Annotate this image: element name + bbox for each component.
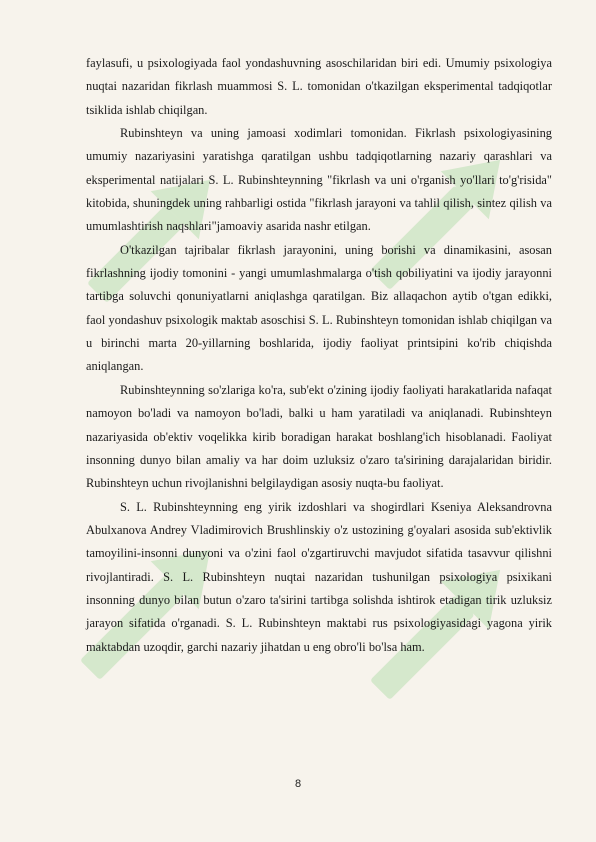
paragraph-3: O'tkazilgan tajribalar fikrlash jarayonini, uning borishi va dinamikasini, asosan fikrlashning ijodiy tomonini - yangi umumlashmalarga o'tish qobiliyatini va ijodiy jarayonni tartibga soluvchi qonuniyatlarni aniqlashga qaratilgan. Biz allaqachon aytib o'tgan edikki, faol yondashuv psixologik maktab asoschisi S. L. Rubinshteyn tomonidan ishlab chiqilgan va u birinchi marta 20-yillarning boshlarida, ijodiy faoliyat printsipini ko'rib chiqishda aniqlangan. [86, 242, 552, 374]
paragraph-5: S. L. Rubinshteynning eng yirik izdoshlari va shogirdlari Kseniya Aleksandrovna Abulxanova Andrey Vladimirovich Brushlinskiy o'z ustozining g'oyalari asosida sub'ektivlik tamoyilini-insonni dunyoni va o'zini faol o'zgartiruvchi mavjudot sifatida tasavvur qilishni rivojlantiradi. S. L. Rubinshteyn nuqtai nazaridan tushunilgan psixologiya psixikani insonning dunyo bilan butun o'zaro ta'sirini tartibga solishda ishtirok etadigan tirik uzluksiz jarayon sifatida o'rganadi. S. L. Rubinshteyn maktabi rus psixologiyasidagi yagona yirik maktabdan uzoqdir, garchi nazariy jihatdan u eng obro'li bo'lsa ham. [86, 499, 552, 654]
page-body [86, 52, 552, 659]
paragraph-4: Rubinshteynning so'zlariga ko'ra, sub'ekt o'zining ijodiy faoliyati harakatlarida nafaqat namoyon bo'ladi va namoyon bo'ladi, balki u ham yaratiladi va aniqlanadi. Rubinshteyn nazariyasida ob'ektiv voqelikka kirib boradigan harakat boshlang'ich hisoblanadi. Faoliyat insonning dunyo bilan amaliy va har doim uzluksiz o'zaro ta'sirining darajalaridan biridir. Rubinshteyn uchun rivojlanishni belgilaydigan asosiy nuqta-bu faoliyat. [86, 382, 552, 491]
page-number: 8 [294, 778, 302, 790]
paragraph-2: Rubinshteyn va uning jamoasi xodimlari tomonidan. Fikrlash psixologiyasining umumiy nazariyasini yaratishga qaratilgan ushbu tadqiqotlarning nazariy qarashlari va eksperimental natijalari S. L. Rubinshteynning "fikrlash va uni o'rganish yo'llari to'g'risida" kitobida, shuningdek uning rahbarligi ostida "fikrlash jarayoni va tahlil qilish, sintez qilish va umumlashtirish naqshlari"jamoaviy asarida nashr etilgan. [86, 126, 552, 234]
paragraph-1: faylasufi, u psixologiyada faol yondashuvning asoschilaridan biri edi. Umumiy psixologiya nuqtai nazaridan fikrlash muammosi S. L. tomonidan o'tkazilgan eksperimental tadqiqotlar tsiklida ishlab chiqilgan. [86, 56, 552, 117]
